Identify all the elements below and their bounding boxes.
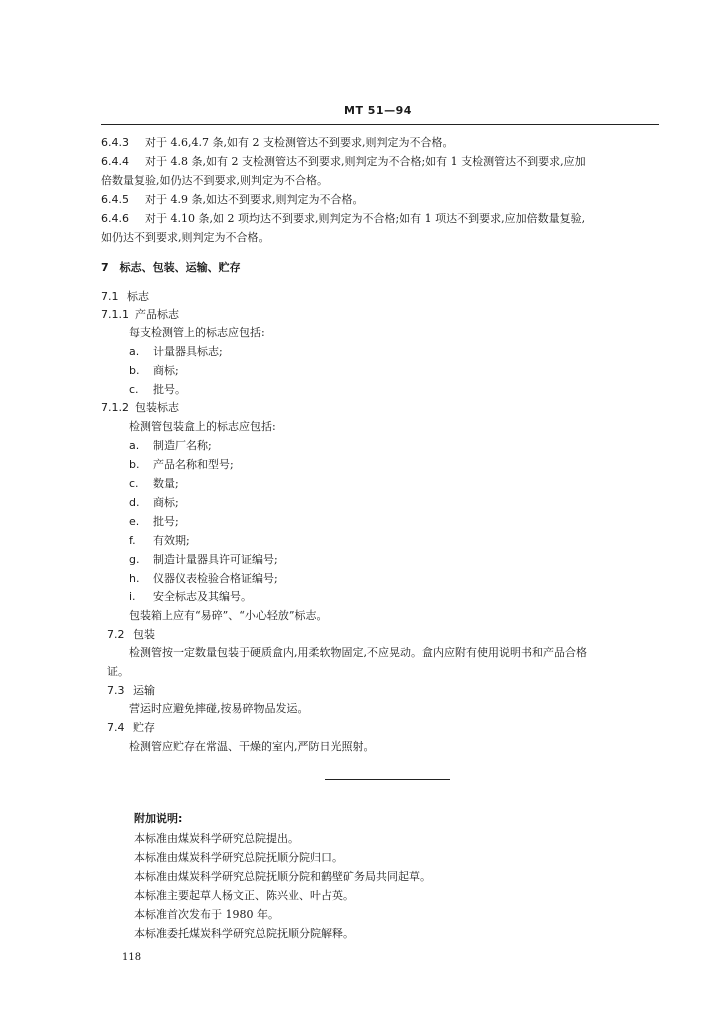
list-item: b. 商标;: [129, 364, 179, 377]
package-mark-intro: 检测管包装盒上的标志应包括:: [129, 420, 276, 433]
clause-7-1-1: 7.1.1 产品标志: [101, 308, 179, 321]
section-7-heading: 7 标志、包装、运输、贮存: [101, 261, 241, 274]
appendix-line: 本标准由煤炭科学研究总院提出。: [134, 832, 299, 845]
list-item: f. 有效期;: [129, 534, 190, 547]
appendix-line: 本标准首次发布于 1980 年。: [134, 908, 279, 921]
clause-7-2: 7.2 包装: [107, 628, 155, 641]
clause-6-4-3: 6.4.3 对于 4.6,4.7 条,如有 2 支检测管达不到要求,则判定为不合格。: [101, 136, 454, 149]
storage-text: 检测管应贮存在常温、干燥的室内,严防日光照射。: [129, 740, 375, 753]
appendix-line: 本标准由煤炭科学研究总院抚顺分院归口。: [134, 851, 343, 864]
clause-6-4-5: 6.4.5 对于 4.9 条,如达不到要求,则判定为不合格。: [101, 193, 364, 206]
appendix-title: 附加说明:: [134, 812, 183, 825]
list-item: h. 仪器仪表检验合格证编号;: [129, 572, 278, 585]
list-item: c. 批号。: [129, 383, 186, 396]
list-item: a. 计量器具标志;: [129, 345, 223, 358]
clause-7-1: 7.1 标志: [101, 290, 149, 303]
section-separator: [325, 779, 450, 780]
clause-6-4-4-cont: 倍数量复验,如仍达不到要求,则判定为不合格。: [101, 174, 328, 187]
page-number: 118: [122, 952, 142, 963]
standard-code: MT 51—94: [344, 104, 412, 117]
clause-7-1-2: 7.1.2 包装标志: [101, 401, 179, 414]
appendix-line: 本标准由煤炭科学研究总院抚顺分院和鹤壁矿务局共同起草。: [134, 870, 431, 883]
clause-6-4-4: 6.4.4 对于 4.8 条,如有 2 支检测管达不到要求,则判定为不合格;如有 1 支检测管达不到要求,应加: [101, 155, 586, 168]
list-item: g. 制造计量器具许可证编号;: [129, 553, 278, 566]
list-item: a. 制造厂名称;: [129, 439, 212, 452]
transport-text: 营运时应避免摔碰,按易碎物品发运。: [129, 702, 309, 715]
clause-7-3: 7.3 运输: [107, 684, 155, 697]
list-item: b. 产品名称和型号;: [129, 458, 234, 471]
packaging-text-cont: 证。: [107, 665, 129, 678]
appendix-line: 本标准委托煤炭科学研究总院抚顺分院解释。: [134, 927, 354, 940]
list-item: e. 批号;: [129, 515, 179, 528]
clause-7-4: 7.4 贮存: [107, 721, 155, 734]
clause-6-4-6: 6.4.6 对于 4.10 条,如 2 项均达不到要求,则判定为不合格;如有 1 项达不到要求,应加倍数量复验,: [101, 212, 586, 225]
appendix-line: 本标准主要起草人杨文正、陈兴业、叶占英。: [134, 889, 354, 902]
clause-6-4-6-cont: 如仍达不到要求,则判定为不合格。: [101, 231, 270, 244]
packaging-text: 检测管按一定数量包装于硬质盒内,用柔软物固定,不应晃动。盒内应附有使用说明书和产品合格: [129, 646, 587, 659]
list-item: c. 数量;: [129, 477, 179, 490]
product-mark-intro: 每支检测管上的标志应包括:: [129, 326, 265, 339]
list-item: i. 安全标志及其编号。: [129, 590, 252, 603]
package-mark-closing: 包装箱上应有“易碎”、“小心轻放”标志。: [129, 609, 328, 622]
list-item: d. 商标;: [129, 496, 179, 509]
header-rule: [101, 124, 659, 125]
